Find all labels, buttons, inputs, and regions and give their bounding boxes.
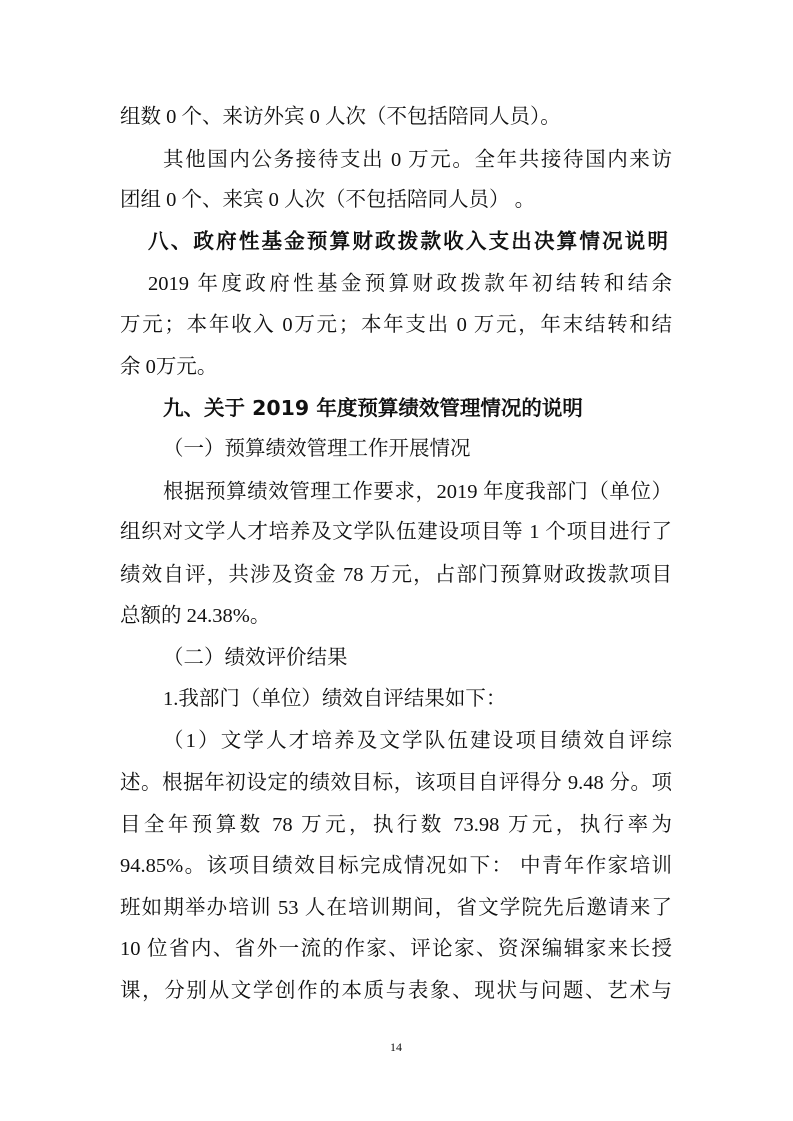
body-line: 组数 0 个、来访外宾 0 人次（不包括陪同人员）。 xyxy=(120,106,561,128)
body-line: 总额的 24.38%。 xyxy=(120,605,271,627)
section-heading: 九、关于 2019 年度预算绩效管理情况的说明 xyxy=(163,396,583,420)
body-line: 目全年预算数 78 万元，执行数 73.98 万元，执行率为 xyxy=(120,814,672,836)
list-item-heading: 1.我部门（单位）绩效自评结果如下： xyxy=(163,688,507,710)
body-line: 其他国内公务接待支出 0 万元。全年共接待国内来访 xyxy=(163,149,672,171)
subsection-heading: （二）绩效评价结果 xyxy=(163,647,348,669)
page-number: 14 xyxy=(390,1040,402,1054)
body-line: 余 0万元。 xyxy=(120,356,218,378)
body-line: 团组 0 个、来宾 0 人次（不包括陪同人员） 。 xyxy=(120,189,536,211)
body-line: 组织对文学人才培养及文学队伍建设项目等 1 个项目进行了 xyxy=(120,521,672,543)
section-heading: 八、政府性基金预算财政拨款收入支出决算情况说明 xyxy=(148,229,668,253)
body-line: 课，分别从文学创作的本质与表象、现状与问题、艺术与 xyxy=(120,980,672,1002)
body-line: 10 位省内、省外一流的作家、评论家、资深编辑家来长授 xyxy=(120,938,672,960)
body-line: 94.85%。该项目绩效目标完成情况如下： 中青年作家培训 xyxy=(120,855,672,877)
subsection-heading: （一）预算绩效管理工作开展情况 xyxy=(163,438,471,460)
body-line: 绩效自评，共涉及资金 78 万元，占部门预算财政拨款项目 xyxy=(120,564,672,586)
body-line: 万元；本年收入 0万元；本年支出 0 万元，年末结转和结 xyxy=(120,314,672,336)
body-line: 班如期举办培训 53 人在培训期间，省文学院先后邀请来了 xyxy=(120,897,672,919)
body-line: 根据预算绩效管理工作要求，2019 年度我部门（单位） xyxy=(163,481,672,503)
body-line: 2019 年度政府性基金预算财政拨款年初结转和结余 xyxy=(148,273,672,295)
body-line: （1）文学人才培养及文学队伍建设项目绩效自评综 xyxy=(163,730,672,752)
body-line: 述。根据年初设定的绩效目标，该项目自评得分 9.48 分。项 xyxy=(120,772,672,794)
